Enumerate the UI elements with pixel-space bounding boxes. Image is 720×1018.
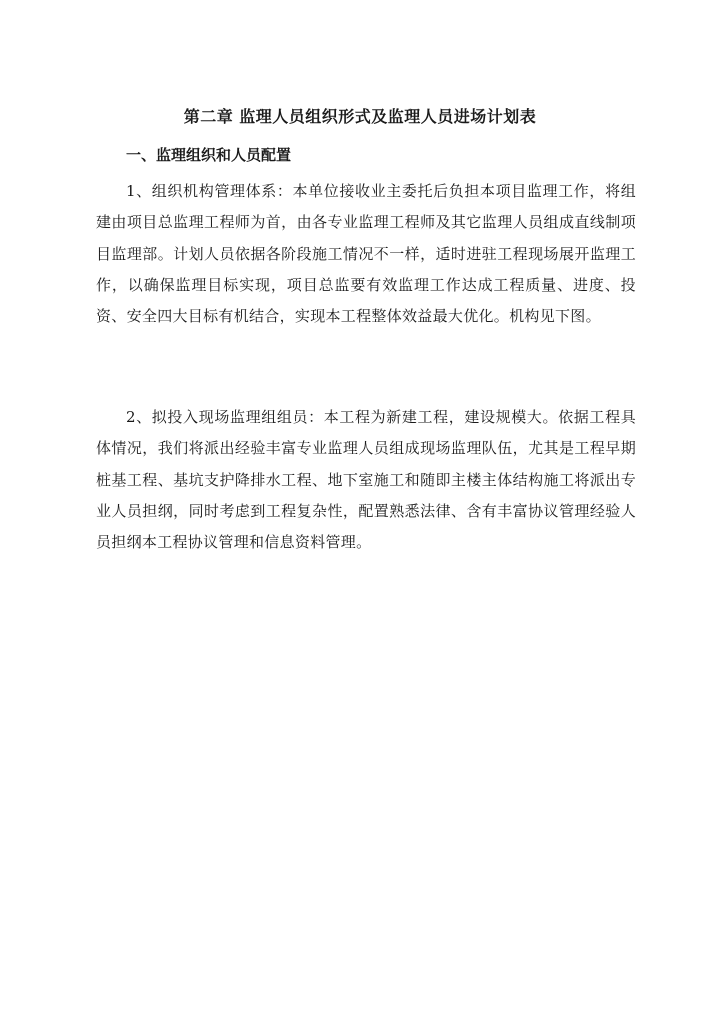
paragraph-onsite-staff: 2、拟投入现场监理组组员：本工程为新建工程，建设规模大。依据工程具体情况，我们将派出经验丰富专业监理人员组成现场监理队伍，尤其是工程早期桩基工程、基坑支护降排水工程、地下室施工和随即主楼主体结构施工将派出专业人员担纲，同时考虑到工程复杂性，配置熟悉法律、含有丰富协议管理经验人员担纲本工程协议管理和信息资料管理。 bbox=[96, 408, 636, 552]
paragraph-organization-structure: 1、组织机构管理体系：本单位接收业主委托后负担本项目监理工作，将组建由项目总监理工程师为首，由各专业监理工程师及其它监理人员组成直线制项目监理部。计划人员依据各阶段施工情况不一样，适时进驻工程现场展开监理工作，以确保监理目标实现，项目总监要有效监理工作达成工程质量、进度、投资、安全四大目标有机结合，实现本工程整体效益最大优化。机构见下图。 bbox=[96, 182, 636, 326]
section-heading: 一、监理组织和人员配置 bbox=[126, 146, 292, 164]
chapter-title: 第二章 监理人员组织形式及监理人员进场计划表 bbox=[183, 107, 537, 126]
